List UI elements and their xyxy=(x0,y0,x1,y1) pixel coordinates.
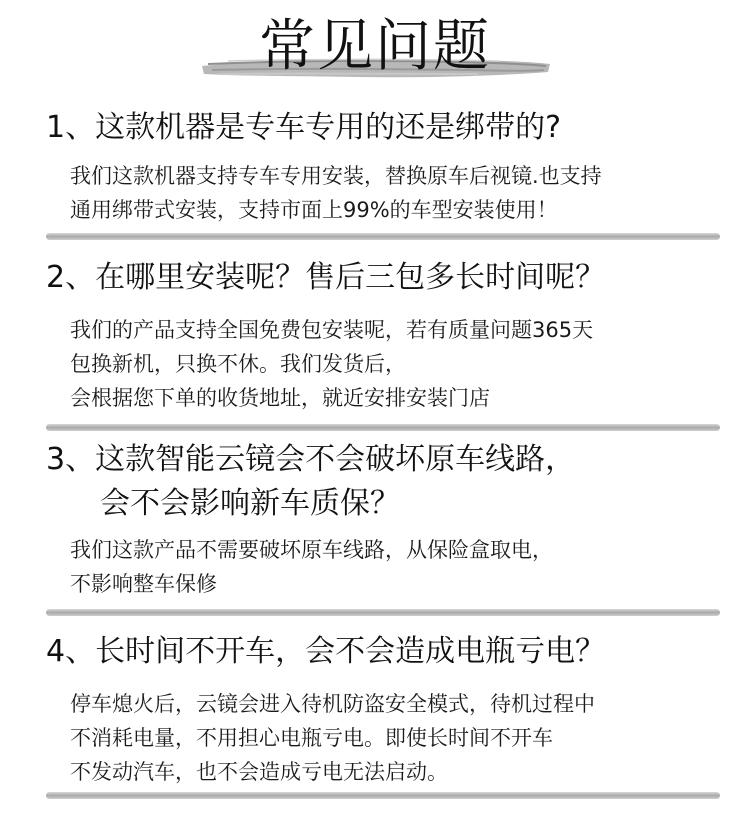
faq-answer-line: 我们这款机器支持专车专用安装，替换原车后视镜.也支持 xyxy=(70,164,602,188)
faq-answer-line: 包换新机，只换不休。我们发货后， xyxy=(70,352,406,376)
faq-number: 3、 xyxy=(46,442,96,477)
faq-question-text: 这款机器是专车专用的还是绑带的? xyxy=(95,110,562,145)
faq-answer-line: 不消耗电量，不用担心电瓶亏电。即使长时间不开车 xyxy=(70,726,553,750)
section-divider xyxy=(46,609,720,616)
faq-question xyxy=(46,106,561,150)
faq-question-text: 长时间不开车，会不会造成电瓶亏电？ xyxy=(95,634,606,669)
faq-answer-line: 不发动汽车，也不会造成亏电无法启动。 xyxy=(70,760,448,784)
section-divider xyxy=(46,424,720,431)
faq-question xyxy=(46,630,605,674)
faq-answer-line: 停车熄火后，云镜会进入待机防盗安全模式，待机过程中 xyxy=(70,692,595,716)
section-divider xyxy=(46,233,720,240)
faq-number: 1、 xyxy=(46,110,96,145)
faq-answer-line: 不影响整车保修 xyxy=(70,572,217,596)
faq-answer-line: 会根据您下单的收货地址，就近安排安装门店 xyxy=(70,386,490,410)
faq-question-continuation: 会不会影响新车质保？ xyxy=(100,486,400,521)
faq-number: 2、 xyxy=(46,260,96,295)
faq-number: 4、 xyxy=(46,634,96,669)
faq-answer-line: 通用绑带式安装，支持市面上99%的车型安装使用！ xyxy=(70,198,558,222)
faq-question-text: 在哪里安装呢？售后三包多长时间呢？ xyxy=(95,260,606,295)
faq-question xyxy=(46,256,605,300)
faq-answer-line: 我们这款产品不需要破坏原车线路，从保险盒取电， xyxy=(70,538,553,562)
page-title: 常见问题 xyxy=(259,14,491,79)
faq-question xyxy=(46,438,575,482)
faq-answer-line: 我们的产品支持全国免费包安装呢，若有质量问题365天 xyxy=(70,318,594,342)
page-header xyxy=(0,0,750,96)
faq-question-text: 这款智能云镜会不会破坏原车线路， xyxy=(95,442,576,477)
section-divider xyxy=(46,792,720,799)
